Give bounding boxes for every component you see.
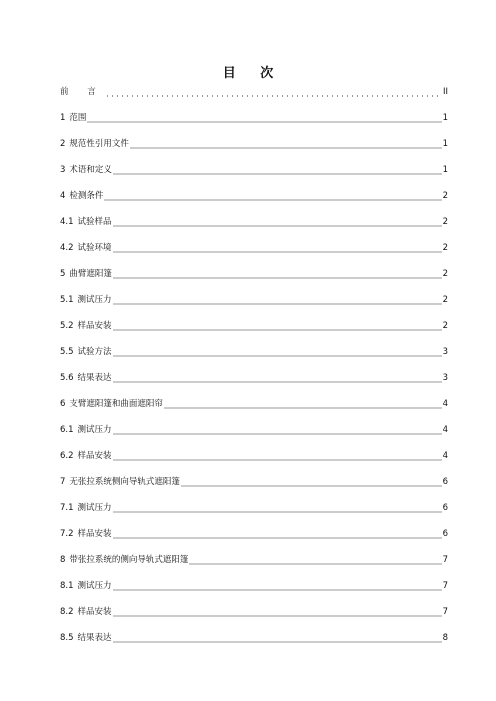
toc-entry-number: 4 [60,191,66,201]
toc-entry-page: 2 [442,321,448,331]
toc-entry[interactable] [60,487,448,513]
toc-entry-page: 7 [442,555,448,565]
toc-entry-text: 样品安装 [77,451,112,461]
toc-entry-page: 2 [442,295,448,305]
toc-entry-label [60,139,129,149]
toc-entry[interactable] [60,435,448,461]
toc-entry-text: 术语和定义 [69,165,112,175]
toc-entry-text: 支臂遮阳篷和曲面遮阳帘 [69,399,163,409]
toc-entry-label [60,269,112,279]
toc-entry-text: 结果表达 [77,633,112,643]
toc-entry-page: II [442,87,448,97]
dot-leader [113,243,442,253]
toc-entry-foreword[interactable] [60,85,448,97]
toc-entry-text: 试验方法 [77,347,112,357]
toc-entry-text: 曲臂遮阳篷 [69,269,112,279]
toc-entry-number: 7 [60,477,66,487]
toc-entry-page: 7 [442,581,448,591]
toc-entry-number: 6.2 [60,451,74,461]
dot-leader [105,87,442,97]
dot-leader [113,425,442,435]
toc-entry[interactable] [60,539,448,565]
dot-leader [113,503,442,513]
toc-entry-page: 2 [442,191,448,201]
toc-entry-number: 5 [60,269,66,279]
toc-entry-text: 无张拉系统侧向导轨式遮阳篷 [69,477,180,487]
toc-entry-page: 6 [442,477,448,487]
toc-entry-page: 4 [442,399,448,409]
toc-entry-number: 7.2 [60,529,74,539]
toc-entry-text: 试验环境 [77,243,112,253]
toc-entry-number: 8.2 [60,607,74,617]
toc-entry-number: 5.6 [60,373,74,383]
dot-leader [181,477,442,487]
toc-entry-page: 3 [442,347,448,357]
toc-entry-number: 8 [60,555,66,565]
toc-entry[interactable] [60,409,448,435]
toc-entry[interactable] [60,279,448,305]
dot-leader [113,581,442,591]
toc-entry-number: 3 [60,165,66,175]
toc-entry-number: 4.1 [60,217,74,227]
toc-entry-text: 规范性引用文件 [69,139,129,149]
toc-entry-page: 2 [442,217,448,227]
toc-entry-label [60,243,112,253]
toc-entry-number: 8.1 [60,581,74,591]
toc-entry-text: 样品安装 [77,321,112,331]
dot-leader [113,295,442,305]
toc-entry-number: 6.1 [60,425,74,435]
toc-entry-text: 样品安装 [77,529,112,539]
toc-entry-number: 2 [60,139,66,149]
toc-entry-text: 带张拉系统的侧向导轨式遮阳篷 [69,555,189,565]
toc-entry[interactable] [60,227,448,253]
toc-entry-number: 4.2 [60,243,74,253]
toc-entry-label [60,425,112,435]
toc-entry-page: 1 [442,139,448,149]
toc-entry-label [60,373,112,383]
toc-entry-label [60,399,163,409]
toc-entry-label [60,451,112,461]
toc-entry-label [60,295,112,305]
toc-entry[interactable] [60,123,448,149]
toc-entry-text: 检测条件 [69,191,104,201]
toc-entry-page: 2 [442,269,448,279]
toc-entry-label [60,529,112,539]
toc-entry-label [60,347,112,357]
toc-entry-label [60,607,112,617]
toc-entry-text: 测试压力 [77,581,112,591]
toc-entry[interactable] [60,253,448,279]
toc-entry-number: 5.1 [60,295,74,305]
toc-entry-page: 1 [442,113,448,123]
toc-entry-text: 结果表达 [77,373,112,383]
toc-list [60,85,448,643]
toc-entry-page: 2 [442,243,448,253]
dot-leader [113,451,442,461]
toc-entry-label [60,217,112,227]
toc-entry-number: 5.2 [60,321,74,331]
dot-leader [113,373,442,383]
toc-entry-label [60,165,112,175]
toc-entry-label [60,555,188,565]
toc-entry-number: 1 [60,113,66,123]
toc-entry[interactable] [60,175,448,201]
toc-entry[interactable] [60,305,448,331]
toc-title: 目 次 [222,66,284,81]
dot-leader [164,399,442,409]
dot-leader [189,555,441,565]
toc-entry-label: 前 言 [60,87,104,97]
toc-entry-label [60,477,180,487]
toc-entry-page: 6 [442,503,448,513]
toc-entry-page: 3 [442,373,448,383]
dot-leader [113,217,442,227]
dot-leader [113,607,442,617]
dot-leader [113,321,442,331]
toc-entry-page: 4 [442,425,448,435]
toc-entry[interactable] [60,149,448,175]
toc-entry[interactable] [60,591,448,617]
toc-entry-text: 测试压力 [77,425,112,435]
toc-entry[interactable] [60,97,448,123]
toc-entry-label [60,581,112,591]
toc-entry-text: 样品安装 [77,607,112,617]
toc-entry-page: 4 [442,451,448,461]
toc-entry-number: 8.5 [60,633,74,643]
toc-entry-text: 试验样品 [77,217,112,227]
toc-entry[interactable] [60,513,448,539]
toc-entry-number: 5.5 [60,347,74,357]
dot-leader [130,139,442,149]
toc-entry-label [60,503,112,513]
dot-leader [87,113,441,123]
toc-entry-number: 7.1 [60,503,74,513]
dot-leader [104,191,441,201]
toc-entry-page: 7 [442,607,448,617]
toc-entry-label [60,321,112,331]
toc-entry[interactable] [60,331,448,357]
dot-leader [113,347,442,357]
toc-entry-page: 8 [442,633,448,643]
dot-leader [113,529,442,539]
toc-entry[interactable] [60,383,448,409]
toc-entry-text: 范围 [69,113,87,123]
dot-leader [113,165,442,175]
toc-entry[interactable] [60,565,448,591]
toc-entry-label [60,633,112,643]
dot-leader [113,633,442,643]
toc-entry[interactable] [60,461,448,487]
toc-entry-text: 测试压力 [77,295,112,305]
toc-entry-text: 测试压力 [77,503,112,513]
toc-entry-label [60,191,103,201]
toc-entry-label [60,113,86,123]
toc-entry[interactable] [60,617,448,643]
toc-entry-page: 1 [442,165,448,175]
dot-leader [113,269,442,279]
toc-entry[interactable] [60,201,448,227]
toc-entry[interactable] [60,357,448,383]
toc-entry-page: 6 [442,529,448,539]
toc-entry-number: 6 [60,399,66,409]
